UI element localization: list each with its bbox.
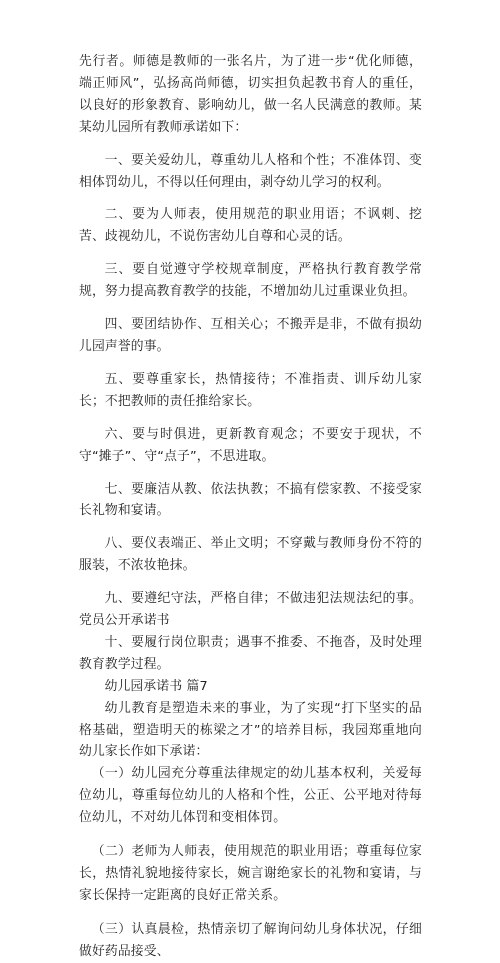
pledge-item-1: 一、要关爱幼儿，尊重幼儿人格和个性；不准体罚、变相体罚幼儿，不得以任何理由，剥夺幼儿学习的权利。	[79, 152, 422, 190]
pledge-item-7: 七、要廉洁从教、依法执教；不搞有偿家教、不接受家长礼物和宴请。	[79, 481, 422, 519]
pledge-item-9: 九、要遵纪守法，严格自律；不做违犯法规法纪的事。党员公开承诺书	[79, 591, 422, 629]
pledge-item-2: 二、要为人师表，使用规范的职业用语；不讽刺、挖苦、歧视幼儿，不说伤害幼儿自尊和心灵的话。	[79, 207, 422, 245]
paragraph-intro: 先行者。师德是教师的一张名片，为了进一步“优化师德，端正师风”，弘扬高尚师德，切实担负起教书育人的重任，以良好的形象教育、影响幼儿，做一名人民满意的教师。某某幼儿园所有教师承诺如下：	[79, 54, 422, 135]
pledge-item-8: 八、要仪表端正、举止文明；不穿戴与教师身份不符的服装，不浓妆艳抹。	[79, 536, 422, 574]
section-intro: 幼儿教育是塑造未来的事业，为了实现“打下坚实的品格基础，塑造明天的栋梁之才”的培养目标，我园郑重地向幼儿家长作如下承诺：	[79, 700, 422, 760]
pledge-item-3: 三、要自觉遵守学校规章制度，严格执行教育教学常规，努力提高教育教学的技能，不增加幼儿过重课业负担。	[79, 262, 422, 300]
promise-item-3: （三）认真晨检，热情亲切了解询问幼儿身体状况，仔细做好药品接受、	[79, 921, 422, 959]
pledge-item-5: 五、要尊重家长，热情接待；不准指责、训斥幼儿家长；不把教师的责任推给家长。	[79, 371, 422, 409]
promise-item-2: （二）老师为人师表，使用规范的职业用语；尊重每位家长，热情礼貌地接待家长，婉言谢绝家长的礼物和宴请，与家长保持一定距离的良好正常关系。	[79, 844, 422, 903]
pledge-item-10: 十、要履行岗位职责；遇事不推委、不拖沓，及时处理教育教学过程。	[79, 634, 422, 672]
pledge-item-4: 四、要团结协作、互相关心；不搬弄是非，不做有损幼儿园声誉的事。	[79, 317, 422, 354]
document-body	[79, 51, 422, 963]
section-heading: 幼儿园承诺书 篇7	[104, 678, 208, 694]
pledge-item-6: 六、要与时俱进，更新教育观念；不要安于现状，不守“摊子”、守“点子”，不思进取。	[79, 426, 422, 464]
promise-item-1: （一）幼儿园充分尊重法律规定的幼儿基本权利，关爱每位幼儿，尊重每位幼儿的人格和个性，公正、公平地对待每位幼儿，不对幼儿体罚和变相体罚。	[79, 766, 422, 826]
